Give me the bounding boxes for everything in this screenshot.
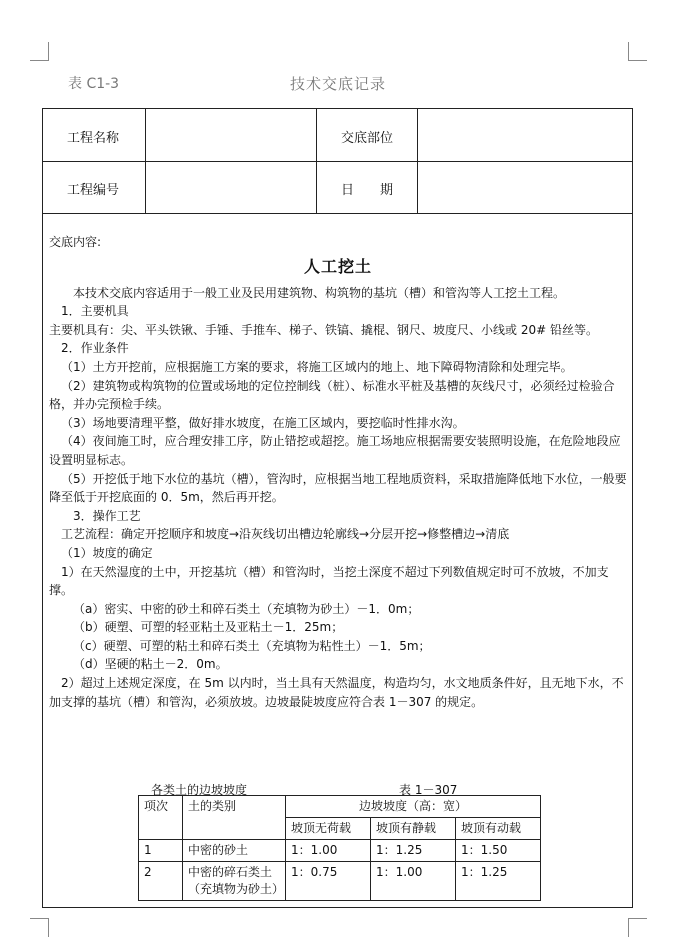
table-caption: 各类土的边坡坡度 bbox=[151, 783, 248, 797]
paragraph: （4）夜间施工时，应合理安排工序，防止错挖或超挖。施工场地应根据需要安装照明设施，在危险地段应设置明显标志。 bbox=[49, 434, 621, 467]
paragraph: （5）开挖低于地下水位的基坑（槽），管沟时，应根据当地工程地质资料，采取措施降低地下水位，一般要降至低于开挖底面的 0．5m，然后再开挖。 bbox=[49, 471, 627, 505]
project-number-label: 工程编号 bbox=[67, 183, 120, 198]
divider bbox=[417, 109, 418, 213]
cell-value: 1：1.00 bbox=[286, 840, 371, 862]
divider bbox=[145, 109, 146, 213]
disclosure-content bbox=[49, 233, 627, 711]
paragraph: （1）土方开挖前，应根据施工方案的要求，将施工区域内的地上、地下障碍物清除和处理完毕。 bbox=[61, 359, 573, 374]
paragraph: （d）坚硬的粘土－2．0m。 bbox=[73, 657, 228, 672]
cell-no: 2 bbox=[139, 862, 183, 901]
cell-type: 中密的砂土 bbox=[183, 840, 286, 862]
paragraph: （3）场地要清理平整，做好排水坡度，在施工区域内，要挖临时性排水沟。 bbox=[61, 415, 465, 430]
cell-value: 1：1.00 bbox=[371, 862, 456, 901]
paragraph: 工艺流程：确定开挖顺序和坡度→沿灰线切出槽边轮廓线→分层开挖→修整槽边→清底 bbox=[61, 527, 510, 542]
date-label: 日 期 bbox=[341, 183, 394, 198]
paragraph: 2）超过上述规定深度，在 5m 以内时，当土具有天然温度，构造均匀，水文地质条件好，且无地下水，不加支撑的基坑（槽）和管沟，必须放坡。边坡最陡坡度应符合表 1－307 的规定。 bbox=[49, 676, 624, 709]
paragraph: 1）在天然湿度的土中，开挖基坑（槽）和管沟时，当挖土深度不超过下列数值规定时可不放坡，不加支撑。 bbox=[49, 564, 609, 598]
section-heading: 1．主要机具 bbox=[61, 304, 129, 319]
subcol-header: 坡顶有静载 bbox=[371, 818, 456, 840]
col-header-no: 项次 bbox=[139, 796, 183, 840]
table-row bbox=[139, 840, 541, 862]
form-title: 技术交底记录 bbox=[290, 75, 387, 93]
paragraph: 本技术交底内容适用于一般工业及民用建筑物、构筑物的基坑（槽）和管沟等人工挖土工程。 bbox=[73, 285, 566, 300]
cell-value: 1：1.50 bbox=[456, 840, 541, 862]
paragraph: （a）密实、中密的砂土和碎石类土（充填物为砂土）－1．0m； bbox=[73, 601, 420, 616]
header-row-2 bbox=[43, 161, 632, 214]
subcol-header: 坡顶有动载 bbox=[456, 818, 541, 840]
cell-value: 1：0.75 bbox=[286, 862, 371, 901]
col-header-slope: 边坡坡度（高：宽） bbox=[286, 796, 541, 818]
header-row-1 bbox=[43, 109, 632, 162]
table-number: 表 1－307 bbox=[399, 783, 458, 797]
content-label: 交底内容: bbox=[49, 235, 102, 249]
cell-no: 1 bbox=[139, 840, 183, 862]
cell-type: 中密的碎石类土（充填物为砂土） bbox=[183, 862, 286, 901]
cell-value: 1：1.25 bbox=[371, 840, 456, 862]
divider bbox=[316, 109, 317, 213]
crop-mark-bottom-right bbox=[628, 918, 647, 937]
paragraph: （c）硬塑、可塑的粘土和碎石类土（充填物为粘性土）－1．5m； bbox=[73, 638, 431, 653]
slope-table bbox=[138, 795, 541, 901]
cell-value: 1：1.25 bbox=[456, 862, 541, 901]
disclosure-part-label: 交底部位 bbox=[341, 131, 394, 146]
crop-mark-bottom-left bbox=[30, 918, 49, 937]
crop-mark-top-right bbox=[628, 42, 647, 61]
paragraph: 主要机具有：尖、平头铁锹、手锤、手推车、梯子、铁镐、撬棍、钢尺、坡度尺、小线或 20# 铅丝等。 bbox=[49, 322, 598, 337]
table-row bbox=[139, 862, 541, 901]
subcol-header: 坡顶无荷载 bbox=[286, 818, 371, 840]
record-frame bbox=[42, 108, 633, 908]
paragraph: （b）硬塑、可塑的轻亚粘土及亚粘土－1．25m； bbox=[73, 620, 344, 635]
section-heading: 2．作业条件 bbox=[61, 341, 129, 356]
col-header-type: 土的类别 bbox=[183, 796, 286, 840]
crop-mark-top-left bbox=[30, 42, 49, 61]
paragraph: （1）坡度的确定 bbox=[61, 545, 153, 560]
paragraph: （2）建筑物或构筑物的位置或场地的定位控制线（桩）、标准水平桩及基槽的灰线尺寸，必须经过检验合格，并办完预检手续。 bbox=[49, 378, 615, 412]
section-heading: 3．操作工艺 bbox=[73, 508, 141, 523]
project-name-label: 工程名称 bbox=[67, 131, 120, 146]
form-code: 表 C1-3 bbox=[68, 76, 120, 92]
content-title: 人工挖土 bbox=[303, 256, 372, 276]
